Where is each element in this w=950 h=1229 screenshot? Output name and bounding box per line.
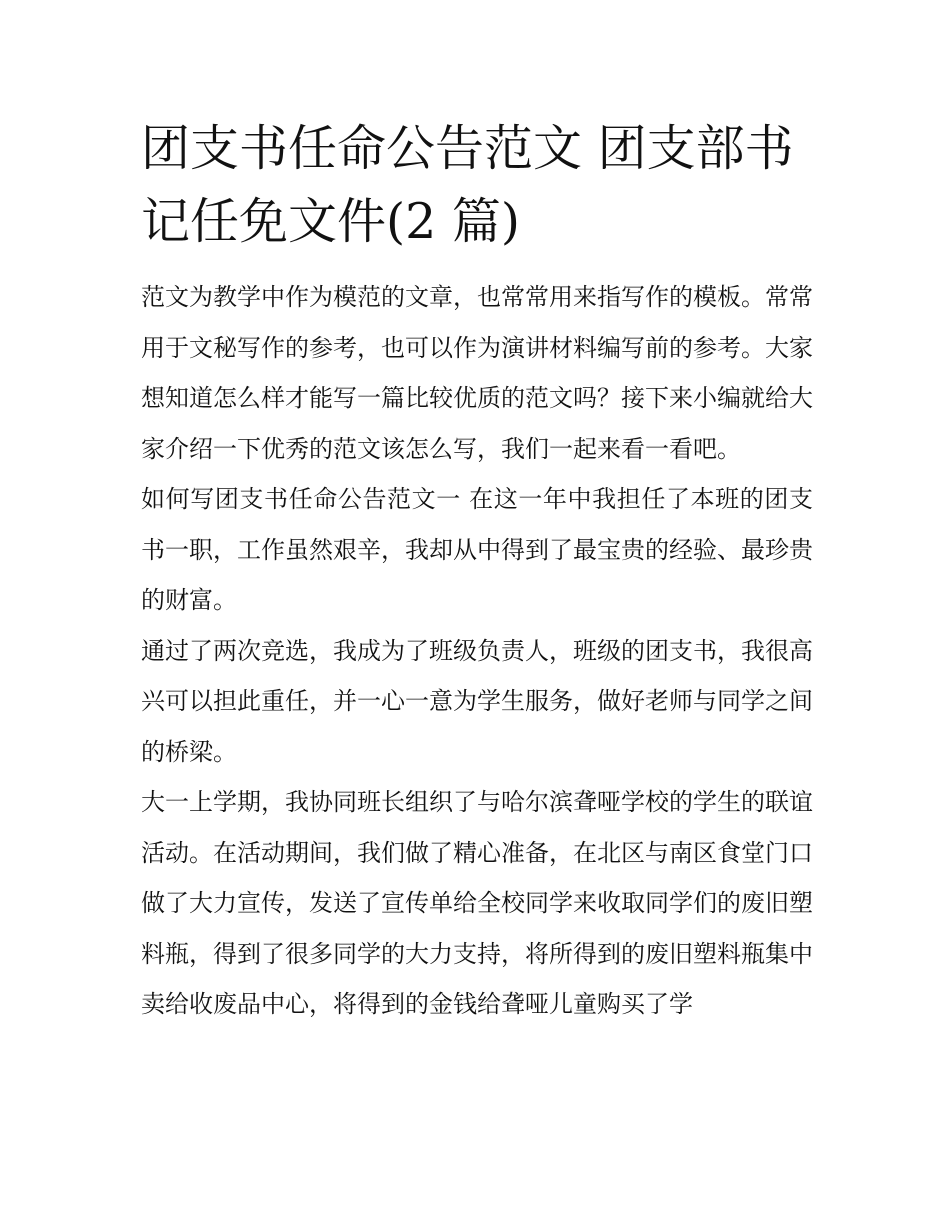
paragraph-election: 通过了两次竞选，我成为了班级负责人，班级的团支书，我很高兴可以担此重任，并一心一意为学生服务，做好老师与同学之间的桥梁。 (141, 636, 813, 766)
paragraph-activity: 大一上学期，我协同班长组织了与哈尔滨聋哑学校的学生的联谊活动。在活动期间，我们做了精心准备，在北区与南区食堂门口做了大力宣传，发送了宣传单给全校同学来收取同学们的废旧塑料瓶，得到了很多同学的大力支持，将所得到的废旧塑料瓶集中卖给收废品中心，将得到的金钱给聋哑儿童购买了学 (141, 788, 813, 1018)
document-body (141, 112, 813, 1030)
paragraph-sample-one: 如何写团支书任命公告范文一 在这一年中我担任了本班的团支书一职，工作虽然艰辛，我却从中得到了最宝贵的经验、最珍贵的财富。 (141, 485, 813, 614)
paragraph-intro: 范文为教学中作为模范的文章，也常常用来指写作的模板。常常用于文秘写作的参考，也可以作为演讲材料编写前的参考。大家想知道怎么样才能写一篇比较优质的范文吗？接下来小编就给大家介绍一下优秀的范文该怎么写，我们一起来看一看吧。 (141, 283, 813, 463)
document-title: 团支书任命公告范文 团支部书记任免文件(2 篇) (141, 120, 794, 250)
